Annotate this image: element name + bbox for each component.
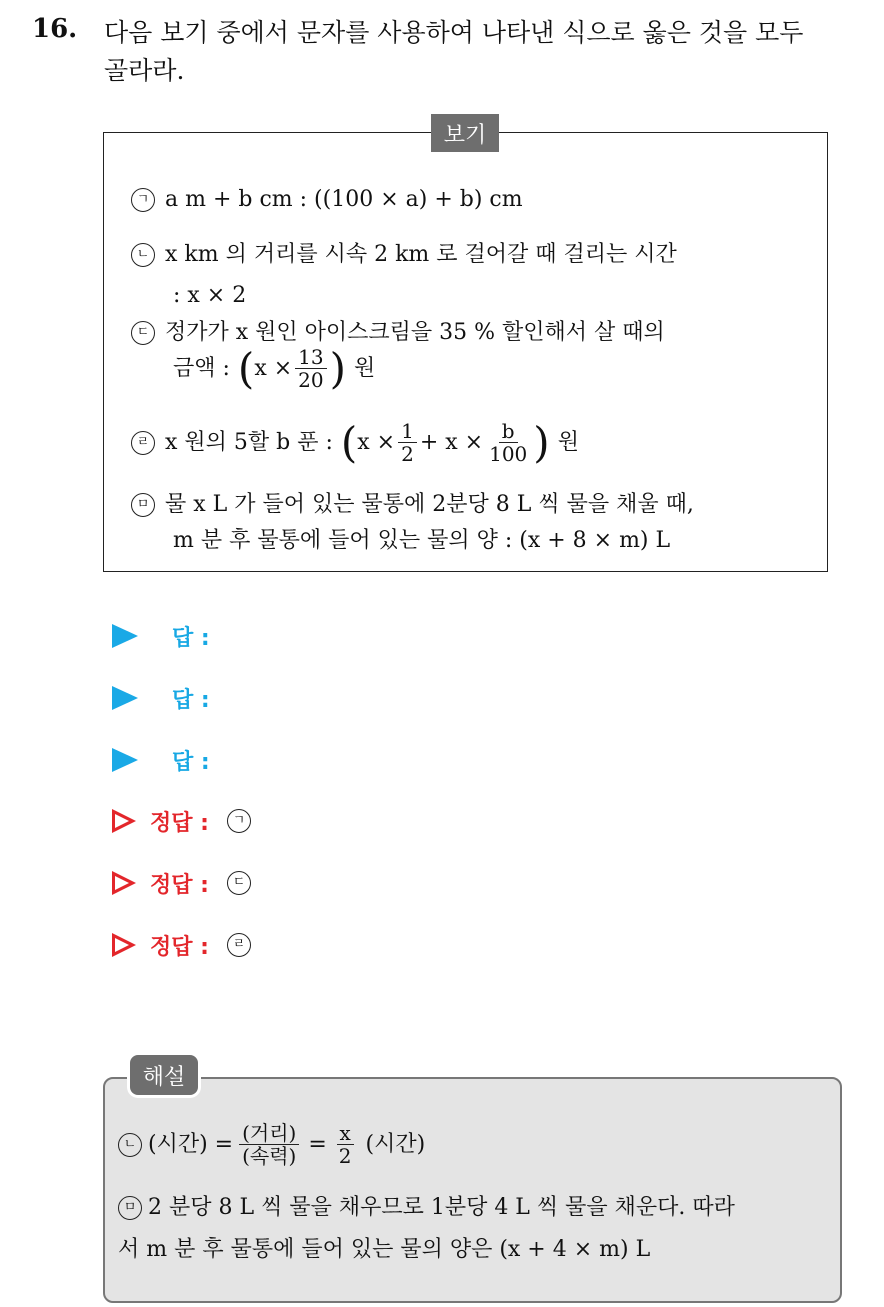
bogi-item-5-line2: m 분 후 물통에 들어 있는 물의 양 : (x + 8 × m) L xyxy=(173,528,671,553)
correct-label: 정답 : xyxy=(150,934,209,960)
bogi-item-3-line1: 정가가 x 원인 아이스크림을 35 % 할인해서 살 때의 xyxy=(165,320,665,345)
answer-row-1 xyxy=(112,621,210,651)
bogi-item-3 xyxy=(131,318,665,348)
equals-sign: = xyxy=(308,1131,327,1157)
solution-time-lhs: (시간) = xyxy=(148,1131,234,1157)
solution-line-3: 서 m 분 후 물통에 들어 있는 물의 양은 (x + 4 × m) L xyxy=(118,1237,651,1262)
solution-line-1 xyxy=(118,1122,425,1167)
answer-arrow-icon xyxy=(112,748,138,772)
correct-answer-marker: ㄷ xyxy=(227,871,251,895)
marker-mieum: ㅁ xyxy=(131,493,155,517)
fraction-13-20: $\frac{13}{20}$ xyxy=(295,346,326,391)
bogi-item-3-line2: 금액 : ( x × $\frac{13}{20}$ ) 원 xyxy=(173,343,376,393)
price-label: 금액 : xyxy=(173,355,230,381)
bogi-item-4-x1: x × xyxy=(357,429,396,455)
answer-row-3 xyxy=(112,745,210,775)
bogi-item-4-pre: x 원의 5할 b 푼 : xyxy=(165,429,333,455)
correct-arrow-icon xyxy=(112,809,136,833)
solution-time-rhs: (시간) xyxy=(365,1131,426,1157)
question-text-line2: 골라라. xyxy=(104,56,185,85)
bogi-item-1-text: a m + b cm : ((100 × a) + b) cm xyxy=(165,187,523,212)
unit-won: 원 xyxy=(557,429,579,455)
answer-arrow-icon xyxy=(112,624,138,648)
correct-row-2 xyxy=(112,868,261,898)
answer-label: 답 : xyxy=(172,749,210,775)
marker-nieun: ㄴ xyxy=(131,243,155,267)
solution-line-2 xyxy=(118,1190,735,1226)
marker-nieun: ㄴ xyxy=(118,1133,142,1157)
marker-digeut: ㄷ xyxy=(131,321,155,345)
bogi-item-5 xyxy=(131,490,694,520)
fraction-x-2: $\frac{x}{2}$ xyxy=(336,1122,355,1167)
correct-arrow-icon xyxy=(112,933,136,957)
fraction-1-2: $\frac{1}{2}$ xyxy=(398,420,417,465)
marker-mieum: ㅁ xyxy=(118,1196,142,1220)
answer-row-2 xyxy=(112,683,210,713)
correct-row-3 xyxy=(112,930,261,960)
bogi-item-2-line1: x km 의 거리를 시속 2 km 로 걸어갈 때 걸리는 시간 xyxy=(165,242,677,267)
fraction-distance-speed: $\frac{\text{(거리)}}{\text{(속력)}}$ xyxy=(239,1122,299,1167)
bogi-item-2-line2: : x × 2 xyxy=(173,283,247,308)
answer-arrow-icon xyxy=(112,686,138,710)
correct-arrow-icon xyxy=(112,871,136,895)
question-number: 16. xyxy=(32,14,78,44)
correct-answer-marker: ㄱ xyxy=(227,809,251,833)
solution-line-2-text: 2 분당 8 L 씩 물을 채우므로 1분당 4 L 씩 물을 채운다. 따라 xyxy=(148,1195,735,1220)
answer-label: 답 : xyxy=(172,687,210,713)
bogi-item-1 xyxy=(131,185,523,215)
bogi-item-2 xyxy=(131,240,677,270)
bogi-item-5-line1: 물 x L 가 들어 있는 물통에 2분당 8 L 씩 물을 채울 때, xyxy=(165,492,694,517)
question-text-line1: 다음 보기 중에서 문자를 사용하여 나타낸 식으로 옳은 것을 모두 xyxy=(104,18,804,47)
answer-label: 답 : xyxy=(172,625,210,651)
price-x: x × xyxy=(254,355,293,381)
correct-answer-marker: ㄹ xyxy=(227,933,251,957)
unit-won: 원 xyxy=(354,355,376,381)
fraction-b-100: $\frac{b}{100}$ xyxy=(489,419,528,466)
question-text xyxy=(104,14,864,90)
bogi-item-4: ㄹ x 원의 5할 b 푼 : ( x × $\frac{1}{2}$ + x × $\frac{b}{100}$ ) 원 xyxy=(131,420,579,465)
correct-row-1 xyxy=(112,806,261,836)
marker-giyeok: ㄱ xyxy=(131,188,155,212)
bogi-tab: 보기 xyxy=(431,114,499,152)
marker-rieul: ㄹ xyxy=(131,431,155,455)
correct-label: 정답 : xyxy=(150,810,209,836)
bogi-item-4-mid: + x × xyxy=(419,429,484,455)
solution-tab: 해설 xyxy=(130,1055,198,1095)
correct-label: 정답 : xyxy=(150,872,209,898)
